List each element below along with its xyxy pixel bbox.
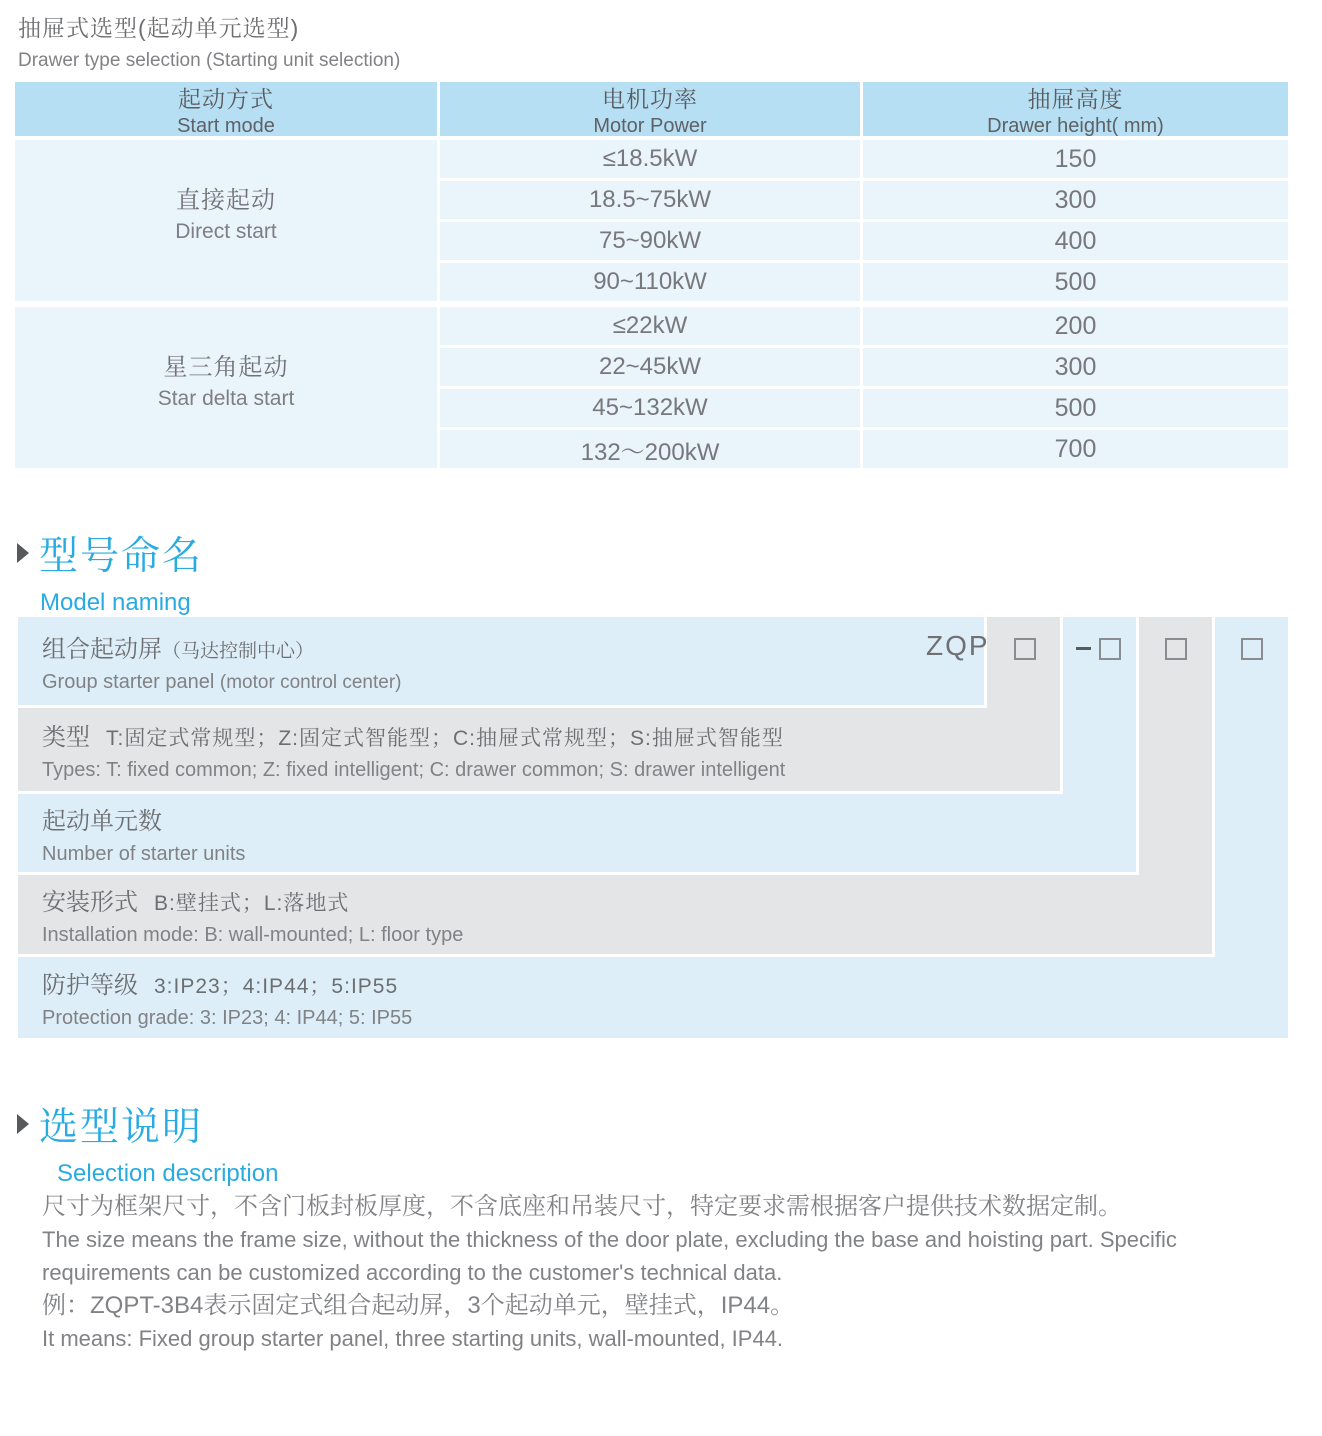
group-label-cell [15, 307, 437, 468]
column-header-zh: 抽屉高度 [1027, 85, 1124, 112]
drawer-height-cell: 200 [863, 307, 1288, 345]
model-code-prefix: ZQP [926, 630, 990, 661]
group-label-cell [15, 140, 437, 301]
drawer-height-cell: 500 [863, 389, 1288, 427]
table-row [440, 181, 1288, 219]
code-box-icon [1099, 638, 1121, 660]
document-title-en: Drawer type selection (Starting unit selection) [18, 50, 401, 71]
table-group-star-delta-start [15, 307, 1288, 468]
drawer-selection-table [15, 82, 1288, 468]
code-box-icon [1014, 638, 1036, 660]
column-header-zh: 电机功率 [602, 85, 698, 112]
column-header-start-mode [15, 82, 437, 136]
motor-power-cell: 75~90kW [440, 222, 860, 260]
column-header-en: Start mode [177, 114, 275, 137]
section-arrow-icon [17, 543, 29, 563]
section-heading-en: Selection description [57, 1160, 279, 1187]
drawer-height-cell: 150 [863, 140, 1288, 178]
section-heading [17, 525, 203, 581]
code-box-icon [1165, 638, 1187, 660]
row-text-en: Group starter panel (motor control center) [42, 670, 402, 693]
selection-description-body [42, 1190, 1294, 1355]
section-heading-zh: 选型说明 [39, 1106, 204, 1149]
column-header-en: Drawer height( mm) [987, 114, 1164, 137]
drawer-height-cell: 400 [863, 222, 1288, 260]
group-rows [440, 140, 1288, 301]
section-heading-en: Model naming [40, 589, 191, 616]
group-label-zh: 星三角起动 [163, 353, 289, 381]
diagram-row-starter-units [18, 794, 1136, 872]
drawer-height-cell: 300 [863, 348, 1288, 386]
section-heading-zh: 型号命名 [39, 535, 204, 578]
row-text-en: Installation mode: B: wall-mounted; L: floor type [42, 924, 464, 946]
table-row [440, 348, 1288, 386]
row-text-zh: 组合起动屏（马达控制中心） [42, 635, 315, 663]
section-model-naming [17, 525, 203, 617]
group-label-en: Star delta start [157, 386, 295, 410]
dash-icon [1076, 647, 1091, 650]
row-text-en: Protection grade: 3: IP23; 4: IP44; 5: IP55 [42, 1007, 413, 1029]
description-line-zh: 尺寸为框架尺寸，不含门板封板厚度，不含底座和吊装尺寸，特定要求需根据客户提供技术数据定制。 [42, 1193, 1122, 1220]
drawer-height-cell: 500 [863, 263, 1288, 301]
section-selection-description [17, 1096, 278, 1188]
row-text-zh: 安装形式 B:壁挂式；L:落地式 [42, 889, 350, 916]
group-rows [440, 307, 1288, 468]
drawer-height-cell: 300 [863, 181, 1288, 219]
table-row [440, 307, 1288, 345]
motor-power-cell: 18.5~75kW [440, 181, 860, 219]
table-row [440, 222, 1288, 260]
column-header-zh: 起动方式 [178, 85, 274, 112]
diagram-row-protection-grade [18, 957, 1288, 1038]
column-header-en: Motor Power [593, 114, 707, 137]
drawer-height-cell: 700 [863, 430, 1288, 468]
row-text-en: Number of starter units [42, 842, 246, 865]
row-text-zh: 起动单元数 [42, 807, 162, 835]
table-row [440, 263, 1288, 301]
row-text-zh: 类型 T:固定式常规型；Z:固定式智能型；C:抽屉式常规型；S:抽屉式智能型 [42, 724, 784, 751]
table-row [440, 430, 1288, 468]
description-line-en: The size means the frame size, without the thickness of the door plate, excluding the base and hoisting part. Specific requirements can be customized according to the customer's technical data. [42, 1227, 1177, 1285]
section-heading [17, 1096, 278, 1152]
table-row [440, 389, 1288, 427]
column-header-drawer-height [863, 82, 1288, 136]
table-group-direct-start [15, 140, 1288, 301]
group-label-en: Direct start [175, 219, 277, 243]
diagram-row-installation-mode [18, 875, 1212, 954]
document-title-zh: 抽屉式选型(起动单元选型) [18, 15, 300, 41]
group-label-zh: 直接起动 [176, 186, 276, 214]
section-arrow-icon [17, 1114, 29, 1134]
motor-power-cell: 45~132kW [440, 389, 860, 427]
column-header-motor-power [440, 82, 860, 136]
model-naming-diagram [15, 617, 1288, 1038]
motor-power-cell: 132～200kW [440, 430, 860, 468]
diagram-row-group-starter-panel [18, 617, 990, 705]
description-example-en: It means: Fixed group starter panel, three starting units, wall-mounted, IP44. [42, 1326, 784, 1351]
description-example-zh: 例：ZQPT-3B4表示固定式组合起动屏，3个起动单元，壁挂式，IP44。 [42, 1292, 795, 1319]
motor-power-cell: 22~45kW [440, 348, 860, 386]
diagram-row-type [18, 708, 1060, 791]
motor-power-cell: ≤18.5kW [440, 140, 860, 178]
code-box-icon [1241, 638, 1263, 660]
motor-power-cell: ≤22kW [440, 307, 860, 345]
row-text-zh: 防护等级 3:IP23；4:IP44；5:IP55 [42, 972, 399, 999]
table-row [440, 140, 1288, 178]
motor-power-cell: 90~110kW [440, 263, 860, 301]
document-title [18, 10, 400, 72]
table-header-row [15, 82, 1288, 136]
row-text-en: Types: T: fixed common; Z: fixed intelligent; C: drawer common; S: drawer intelligent [42, 759, 786, 781]
